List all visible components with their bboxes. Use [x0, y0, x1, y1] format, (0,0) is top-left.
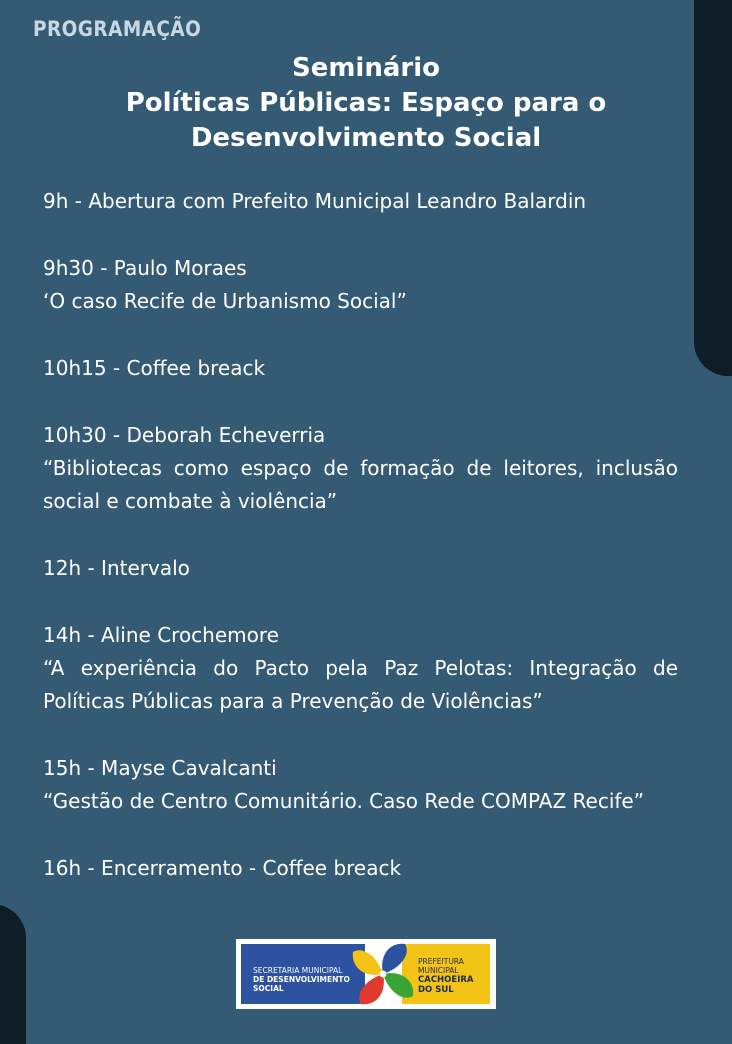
decorative-corner-bottom-left: [0, 904, 26, 1044]
logo-text: DO SUL: [418, 985, 454, 995]
title-line: Políticas Públicas: Espaço para o: [125, 88, 607, 118]
logo-text: DE DESENVOLVIMENTO: [253, 975, 350, 984]
schedule-item-heading: 14h - Aline Crochemore: [43, 623, 279, 647]
schedule-item-heading: 12h - Intervalo: [43, 556, 190, 580]
schedule-item: [43, 352, 678, 385]
logo-text: CACHOEIRA: [418, 975, 474, 985]
logo-text: PREFEITURA: [418, 957, 464, 966]
partner-logo: [236, 939, 496, 1009]
decorative-corner-top-right: [694, 0, 732, 376]
schedule-item-talk: “Bibliotecas como espaço de formação de leitores, inclusão social e combate à violência”: [43, 456, 678, 513]
logo-text: MUNICIPAL: [418, 966, 459, 975]
schedule-item: [43, 752, 678, 818]
schedule-item-heading: 9h - Abertura com Prefeito Municipal Leandro Balardin: [43, 189, 587, 213]
schedule-item: [43, 185, 678, 218]
schedule-item-heading: 9h30 - Paulo Moraes: [43, 256, 247, 280]
schedule-item-talk: “Gestão de Centro Comunitário. Caso Rede COMPAZ Recife”: [43, 789, 645, 813]
schedule-item-heading: 16h - Encerramento - Coffee breack: [43, 856, 402, 880]
schedule-item: [43, 552, 678, 585]
logo-text: SECRETARIA MUNICIPAL: [253, 966, 343, 975]
schedule-item-heading: 10h15 - Coffee breack: [43, 356, 266, 380]
schedule-item-heading: 15h - Mayse Cavalcanti: [43, 756, 277, 780]
section-kicker: PROGRAMAÇÃO: [33, 17, 202, 41]
title-line: Seminário: [291, 53, 440, 83]
schedule-item: [43, 419, 678, 518]
schedule-item-talk: “A experiência do Pacto pela Paz Pelotas: Integração de Políticas Públicas para a Prevenção de Violências”: [43, 656, 678, 713]
page-title: [40, 51, 692, 156]
schedule-item: [43, 252, 678, 318]
pinwheel-icon: [346, 937, 420, 1011]
schedule-item: [43, 619, 678, 718]
schedule-list: [43, 185, 678, 919]
schedule-item-heading: 10h30 - Deborah Echeverria: [43, 423, 326, 447]
schedule-item: [43, 852, 678, 885]
title-line: Desenvolvimento Social: [190, 123, 542, 153]
schedule-item-talk: ‘O caso Recife de Urbanismo Social”: [43, 289, 407, 313]
logo-text: SOCIAL: [253, 984, 284, 993]
